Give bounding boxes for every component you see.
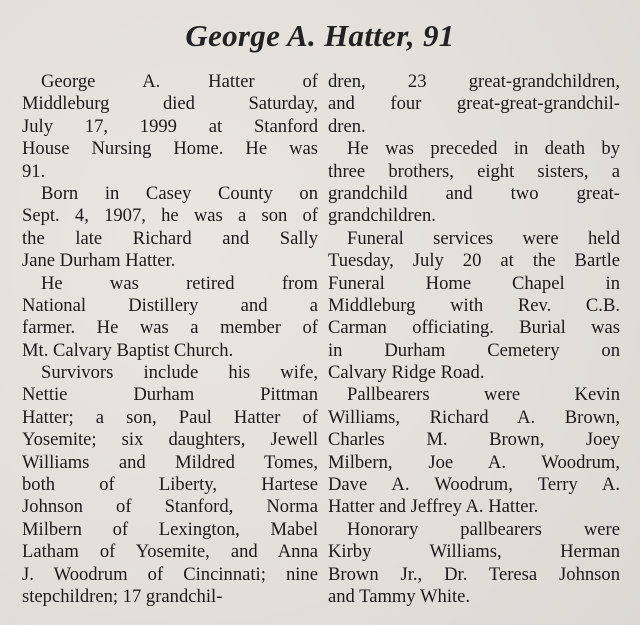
text-line: stepchildren; 17 grandchil- bbox=[22, 585, 223, 607]
text-line: He was preceded in death by bbox=[347, 138, 620, 160]
text-line: Survivors include his wife, bbox=[41, 362, 318, 384]
text-line: both of Liberty, Hartese bbox=[22, 474, 318, 496]
text-line: 91. bbox=[22, 160, 46, 182]
text-line: Funeral services were held bbox=[347, 227, 620, 249]
text-line: Dave A. Woodrum, Terry A. bbox=[328, 474, 620, 496]
text-line: J. Woodrum of Cincinnati; nine bbox=[22, 563, 318, 585]
paragraph bbox=[328, 519, 620, 609]
text-line: Hatter; a son, Paul Hatter of bbox=[22, 406, 318, 428]
text-line: Williams, Richard A. Brown, bbox=[328, 406, 620, 428]
text-line: Yosemite; six daughters, Jewell bbox=[22, 429, 318, 451]
right-column bbox=[328, 71, 620, 608]
text-line: Sept. 4, 1907, he was a son of bbox=[22, 205, 318, 227]
text-line: Pallbearers were Kevin bbox=[347, 384, 620, 406]
text-line: National Distillery and a bbox=[22, 294, 318, 316]
text-line: farmer. He was a member of bbox=[22, 317, 318, 339]
text-line: Born in Casey County on bbox=[41, 182, 318, 204]
text-line: House Nursing Home. He was bbox=[22, 138, 318, 160]
paragraph bbox=[328, 138, 620, 228]
left-column bbox=[22, 71, 318, 608]
text-line: Johnson of Stanford, Norma bbox=[22, 496, 318, 518]
text-line: Williams and Mildred Tomes, bbox=[22, 451, 318, 473]
text-line: Milbern, Joe A. Woodrum, bbox=[328, 451, 620, 473]
text-line: grandchild and two great- bbox=[328, 182, 620, 204]
text-line: Kirby Williams, Herman bbox=[328, 541, 620, 563]
text-line: three brothers, eight sisters, a bbox=[328, 160, 620, 182]
text-line: Milbern of Lexington, Mabel bbox=[22, 518, 318, 540]
text-line: Brown Jr., Dr. Teresa Johnson bbox=[328, 563, 620, 585]
text-line: Charles M. Brown, Joey bbox=[328, 429, 620, 451]
paragraph bbox=[22, 273, 318, 363]
text-line: Middleburg with Rev. C.B. bbox=[328, 294, 620, 316]
paragraph bbox=[328, 228, 620, 385]
text-line: July 17, 1999 at Stanford bbox=[22, 115, 318, 137]
paragraph bbox=[22, 71, 318, 183]
paragraph bbox=[22, 362, 318, 608]
text-line: Latham of Yosemite, and Anna bbox=[22, 541, 318, 563]
text-line: and four great-great-grandchil- bbox=[328, 93, 620, 115]
text-line: Calvary Ridge Road. bbox=[328, 362, 485, 384]
text-line: dren, 23 great-grandchildren, bbox=[328, 71, 620, 92]
text-line: He was retired from bbox=[41, 272, 318, 294]
text-line: Funeral Home Chapel in bbox=[328, 272, 620, 294]
text-line: in Durham Cemetery on bbox=[328, 339, 620, 361]
paragraph bbox=[328, 71, 620, 138]
text-line: Tuesday, July 20 at the Bartle bbox=[328, 250, 620, 272]
text-line: dren. bbox=[328, 115, 366, 137]
obituary-headline: George A. Hatter, 91 bbox=[185, 18, 455, 53]
text-line: Jane Durham Hatter. bbox=[22, 250, 176, 272]
paragraph bbox=[328, 384, 620, 518]
text-line: Nettie Durham Pittman bbox=[22, 384, 318, 406]
text-line: and Tammy White. bbox=[328, 585, 471, 607]
text-line: Hatter and Jeffrey A. Hatter. bbox=[328, 496, 539, 518]
text-line: grandchildren. bbox=[328, 205, 436, 227]
text-line: Mt. Calvary Baptist Church. bbox=[22, 339, 234, 361]
text-line: Carman officiating. Burial was bbox=[328, 317, 620, 339]
text-line: the late Richard and Sally bbox=[22, 227, 318, 249]
text-line: George A. Hatter of bbox=[41, 71, 318, 92]
text-line: Middleburg died Saturday, bbox=[22, 93, 318, 115]
paragraph bbox=[22, 183, 318, 273]
text-line: Honorary pallbearers were bbox=[347, 518, 620, 540]
